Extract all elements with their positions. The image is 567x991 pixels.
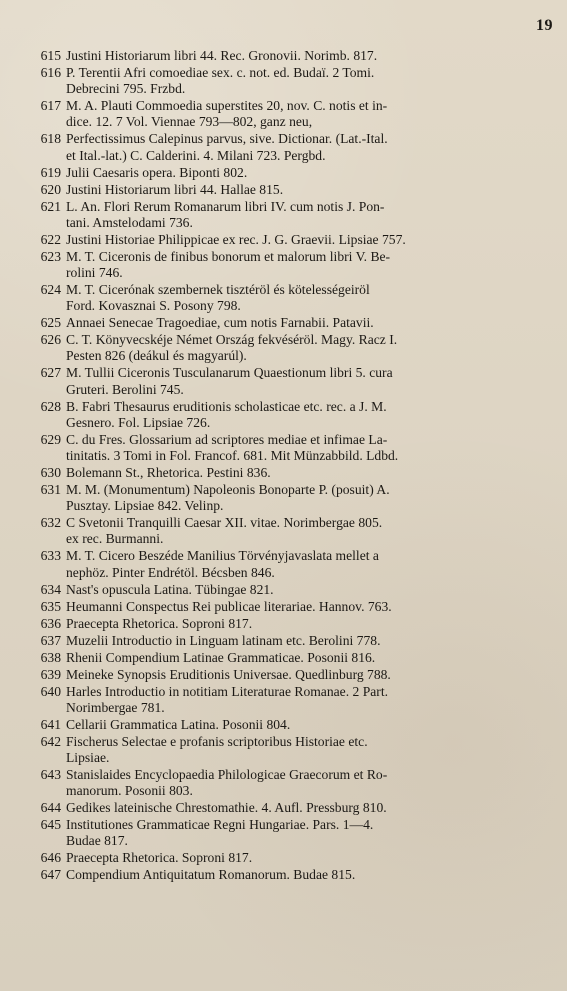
entry-text: Justini Historiarum libri 44. Rec. Gronovii. Norimb. 817. [66,48,378,63]
catalog-entry [26,131,555,163]
catalog-entry [26,582,555,598]
catalog-entry [26,767,555,799]
entry-text: Nast's opuscula Latina. Tübingae 821. [66,581,274,597]
entry-text: Stanislaides Encyclopaedia Philologicae Graecorum et Ro- manorum. Posonii 803. [66,767,388,799]
entry-number: 645 [40,817,61,833]
entry-number: 641 [40,716,61,732]
entry-text: Meineke Synopsis Eruditionis Universae. Quedlinburg 788. [66,666,391,682]
entry-number: 640 [40,683,61,699]
entry-text: C. T. Könyvecskéje Német Ország fekvéséröl. Magy. Racz I. Pesten 826 (deákul és magyarúl). [66,332,398,364]
entry-number: 631 [40,482,61,498]
catalog-entry [26,548,555,580]
entry-number: 619 [40,164,61,180]
entry-text: M. Tullii Ciceronis Tusculanarum Quaestionum libri 5. cura Gruteri. Berolini 745. [66,365,393,397]
entry-text: M. A. Plauti Commoedia superstites 20, nov. C. notis et in- dice. 12. 7 Vol. Viennae 793—802, ganz neu, [66,98,388,130]
entry-text: M. T. Cicero Beszéde Manilius Törvényjavaslata mellet a nephöz. Pinter Endrétöl. Bécsben 846. [66,548,379,580]
entry-text: B. Fabri Thesaurus eruditionis scholasticae etc. rec. a J. M. Gesnero. Fol. Lipsiae 726. [66,398,387,430]
catalog-entry [26,800,555,816]
catalog-entry [26,650,555,666]
entry-text: L. An. Flori Rerum Romanarum libri IV. cum notis J. Pon- tani. Amstelodami 736. [66,198,385,230]
catalog-entry [26,599,555,615]
catalog-entry [26,399,555,431]
entry-text: C Svetonii Tranquilli Caesar XII. vitae. Norimbergae 805. ex rec. Burmanni. [66,515,383,547]
catalog-entry [26,850,555,866]
entry-number: 623 [40,248,61,264]
entry-text: Bolemann St., Rhetorica. Pestini 836. [66,465,271,481]
entry-number: 636 [40,615,61,631]
entry-number: 618 [40,131,61,147]
catalog-entry [26,616,555,632]
entry-number: 615 [40,48,61,63]
catalog-entry [26,867,555,883]
entry-text: Heumanni Conspectus Rei publicae literariae. Hannov. 763. [66,598,392,614]
catalog-entries [26,48,555,884]
entry-number: 626 [40,332,61,348]
entry-text: M. T. Cicerónak szembernek tisztéröl és kötelességeiröl Ford. Kovasznai S. Posony 798. [66,282,370,314]
entry-number: 637 [40,632,61,648]
entry-number: 644 [40,800,61,816]
entry-text: M. T. Ciceronis de finibus bonorum et malorum libri V. Be- rolini 746. [66,248,391,281]
entry-number: 639 [40,666,61,682]
catalog-entry [26,734,555,766]
entry-number: 625 [40,315,61,331]
catalog-entry [26,633,555,649]
entry-text: M. M. (Monumentum) Napoleonis Bonoparte P. (posuit) A. Pusztay. Lipsiae 842. Velinp. [66,482,390,514]
entry-text: Cellarii Grammatica Latina. Posonii 804. [66,716,291,732]
page-number: 19 [536,17,553,34]
entry-number: 621 [40,198,61,214]
catalog-entry [26,717,555,733]
entry-number: 622 [40,231,61,247]
catalog-entry [26,817,555,849]
entry-text: Harles Introductio in notitiam Literaturae Romanae. 2 Part. Norimbergae 781. [66,683,388,715]
entry-text: C. du Fres. Glossarium ad scriptores mediae et infimae La- tinitatis. 3 Tomi in Fol. Francof. 681. Mit Münzabbild. Ldbd. [66,431,399,464]
entry-text: Praecepta Rhetorica. Soproni 817. [66,615,253,631]
catalog-entry [26,667,555,683]
entry-number: 647 [40,867,61,883]
entry-number: 624 [40,282,61,298]
entry-number: 635 [40,598,61,614]
entry-number: 638 [40,649,61,665]
entry-number: 617 [40,98,61,114]
catalog-entry [26,482,555,514]
entry-number: 616 [40,65,61,80]
catalog-entry [26,465,555,481]
catalog-entry [26,165,555,181]
catalog-entry [26,365,555,397]
catalog-entry [26,65,555,97]
entry-text: Annaei Senecae Tragoediae, cum notis Farnabii. Patavii. [66,315,374,331]
entry-text: Institutiones Grammaticae Regni Hungariae. Pars. 1—4. Budae 817. [66,817,374,849]
entry-number: 632 [40,515,61,531]
entry-text: Rhenii Compendium Latinae Grammaticae. Posonii 816. [66,649,376,665]
entry-number: 627 [40,365,61,381]
entry-number: 643 [40,767,61,783]
catalog-entry [26,199,555,231]
entry-text: Justini Historiarum libri 44. Hallae 815. [66,181,284,197]
entry-number: 620 [40,181,61,197]
entry-number: 642 [40,733,61,749]
entry-text: Perfectissimus Calepinus parvus, sive. Dictionar. (Lat.-Ital. et Ital.-lat.) C. Calderini. 4. Milani 723. Pergbd. [66,131,388,163]
catalog-entry [26,98,555,130]
catalog-entry [26,332,555,364]
catalog-entry [26,48,555,64]
entry-number: 634 [40,581,61,597]
entry-number: 629 [40,431,61,447]
catalog-entry [26,182,555,198]
catalog-entry [26,315,555,331]
entry-text: Muzelii Introductio in Linguam latinam etc. Berolini 778. [66,632,381,648]
entry-number: 633 [40,548,61,564]
entry-text: Gedikes lateinische Chrestomathie. 4. Aufl. Pressburg 810. [66,800,387,816]
entry-text: P. Terentii Afri comoediae sex. c. not. ed. Budaï. 2 Tomi. Debrecini 795. Frzbd. [66,65,375,97]
entry-number: 628 [40,398,61,414]
entry-text: Julii Caesaris opera. Biponti 802. [66,164,248,180]
catalog-entry [26,515,555,547]
catalog-entry [26,282,555,314]
catalog-entry [26,232,555,248]
catalog-entry [26,432,555,464]
entry-number: 646 [40,850,61,866]
catalog-entry [26,249,555,281]
entry-text: Praecepta Rhetorica. Soproni 817. [66,850,253,866]
entry-number: 630 [40,465,61,481]
entry-text: Fischerus Selectae e profanis scriptoribus Historiae etc. Lipsiae. [66,733,368,766]
entry-text: Compendium Antiquitatum Romanorum. Budae 815. [66,867,356,883]
entry-text: Justini Historiae Philippicae ex rec. J. G. Graevii. Lipsiae 757. [66,231,406,247]
catalog-entry [26,684,555,716]
